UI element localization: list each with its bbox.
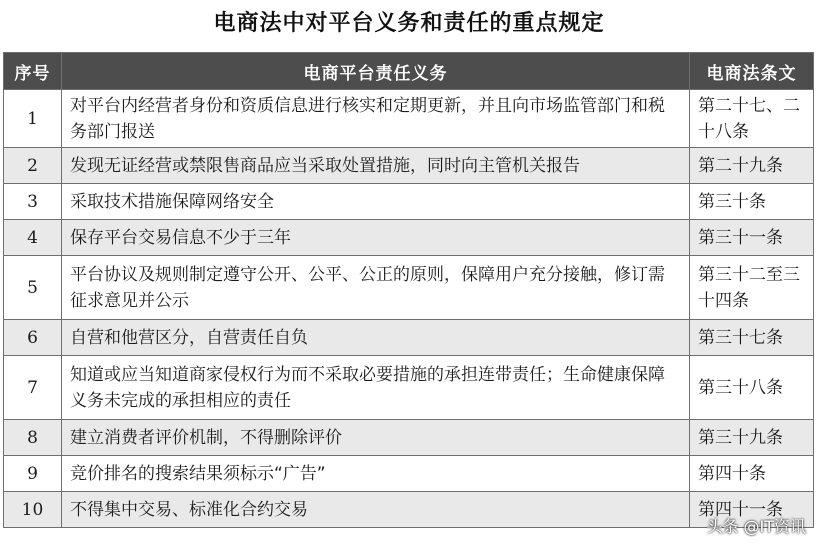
row-duty: 采取技术措施保障网络安全: [62, 184, 690, 220]
row-law: 第二十九条: [690, 148, 814, 184]
provisions-table: [3, 52, 814, 528]
row-duty: 知道或应当知道商家侵权行为而不采取必要措施的承担连带责任；生命健康保障义务未完成的承担相应的责任: [62, 356, 690, 420]
column-header-number: 序号: [4, 53, 62, 90]
row-number: 9: [4, 456, 62, 492]
row-law: 第三十九条: [690, 420, 814, 456]
table-row: [4, 420, 814, 456]
table-row: [4, 456, 814, 492]
row-number: 10: [4, 492, 62, 528]
row-duty: 对平台内经营者身份和资质信息进行核实和定期更新，并且向市场监管部门和税务部门报送: [62, 90, 690, 148]
row-law: 第三十八条: [690, 356, 814, 420]
row-duty: 发现无证经营或禁限售商品应当采取处置措施，同时向主管机关报告: [62, 148, 690, 184]
table-row: [4, 256, 814, 320]
row-number: 4: [4, 220, 62, 256]
column-header-law: 电商法条文: [690, 53, 814, 90]
row-number: 6: [4, 320, 62, 356]
table-row: [4, 492, 814, 528]
table-row: [4, 320, 814, 356]
row-law: 第二十七、二十八条: [690, 90, 814, 148]
row-number: 8: [4, 420, 62, 456]
row-number: 5: [4, 256, 62, 320]
row-number: 2: [4, 148, 62, 184]
row-law: 第三十一条: [690, 220, 814, 256]
row-number: 1: [4, 90, 62, 148]
row-duty: 平台协议及规则制定遵守公开、公平、公正的原则，保障用户充分接触，修订需征求意见并公示: [62, 256, 690, 320]
row-duty: 自营和他营区分，自营责任自负: [62, 320, 690, 356]
table-row: [4, 148, 814, 184]
row-duty: 竞价排名的搜索结果须标示“广告”: [62, 456, 690, 492]
row-duty: 保存平台交易信息不少于三年: [62, 220, 690, 256]
table-row: [4, 220, 814, 256]
row-law: 第四十条: [690, 456, 814, 492]
row-duty: 建立消费者评价机制，不得删除评价: [62, 420, 690, 456]
table-row: [4, 90, 814, 148]
row-law: 第四十一条: [690, 492, 814, 528]
row-number: 3: [4, 184, 62, 220]
row-law: 第三十条: [690, 184, 814, 220]
column-header-duty: 电商平台责任义务: [62, 53, 690, 90]
watermark: 头条 @IT资讯: [706, 517, 806, 536]
row-law: 第三十七条: [690, 320, 814, 356]
row-duty: 不得集中交易、标准化合约交易: [62, 492, 690, 528]
table-row: [4, 184, 814, 220]
table-row: [4, 356, 814, 420]
page-title: 电商法中对平台义务和责任的重点规定: [213, 10, 605, 36]
row-number: 7: [4, 356, 62, 420]
row-law: 第三十二至三十四条: [690, 256, 814, 320]
table-header-row: [4, 53, 814, 90]
